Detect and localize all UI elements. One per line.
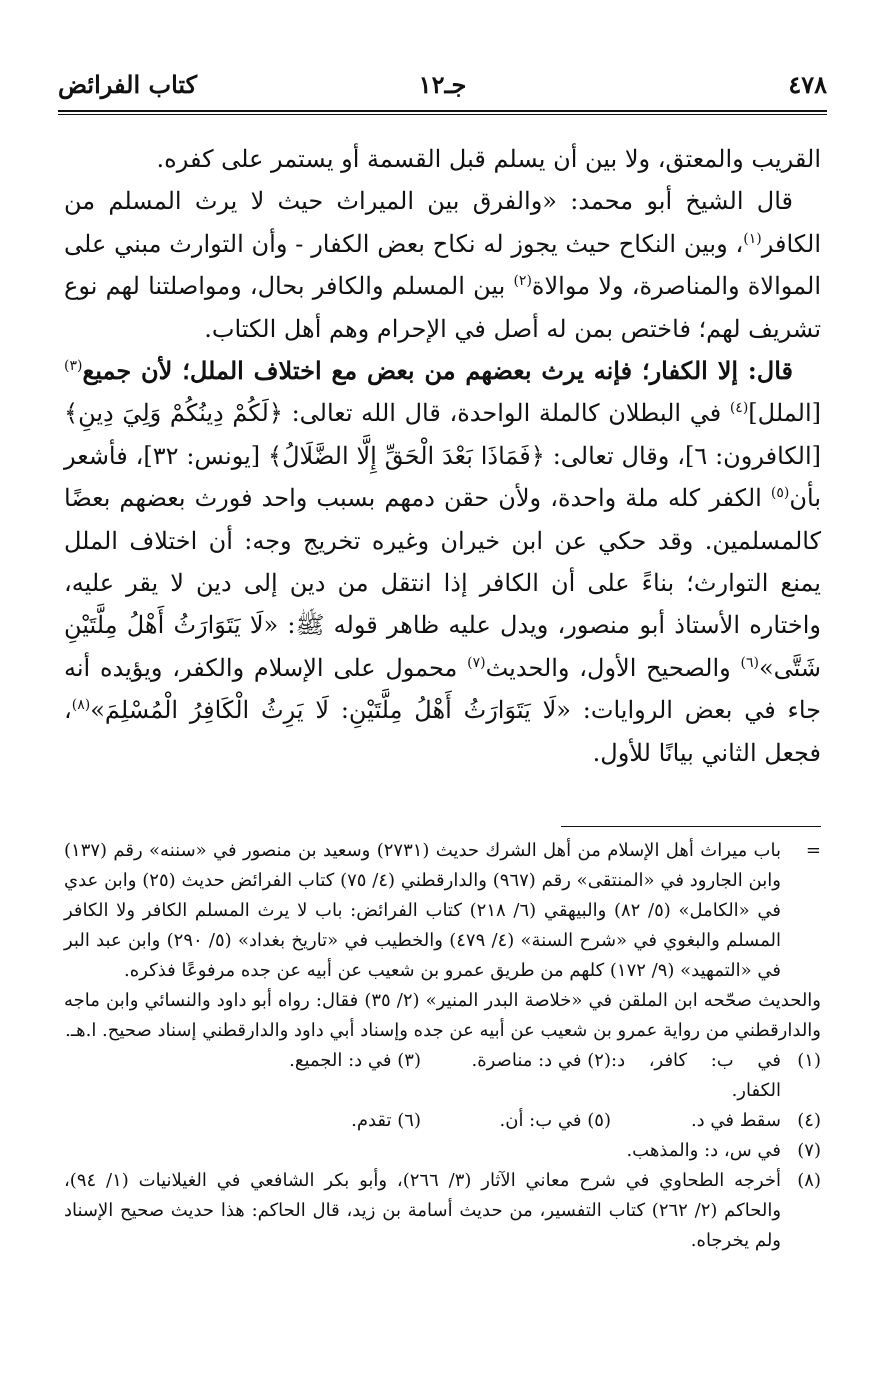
footnote-number: (٢) [587,1050,611,1071]
footnote-text: في ب: كافر، د: الكفار. [611,1050,781,1101]
hadith-quote-2: «لَا يَتَوَارَثُ أَهْلُ مِلَّتَيْنِ: لَا يَرِثُ الْكَافِرُ الْمُسْلِمَ» [90,696,571,725]
footnote-ref-4: (٤) [729,400,749,417]
footnote-text: في ب: أن. [499,1110,582,1131]
quran-verse-2: ﴿فَمَاذَا بَعْدَ الْحَقِّ إِلَّا الضَّلَالُ﴾ [268,441,545,470]
footnote-text: تقدم. [351,1110,392,1131]
footnote-item [64,1106,421,1136]
volume-label: جـ١٢ [418,70,467,99]
footnotes [64,836,821,1256]
footnote-text: باب ميراث أهل الإسلام من أهل الشرك حديث (٢٧٣١) وسعيد بن منصور في «سننه» رقم (١٣٧) وابن الجارود في «المنتقى» رقم (٩٦٧) والدارقطني (٤/ ٧٥) كتاب الفرائض حديث (٢٥) وابن عدي في «الكامل» (٥/ ٨٢) والبيهقي (٦/ ٢١٨) كتاب الفرائض: باب لا يرث المسلم الكافر ولا الكافر المسلم والبغوي في «شرح السنة» (٤/ ٤٧٩) والخطيب في «تاريخ بغداد» (٥/ ٢٩٠) وابن عبد البر في «التمهيد» (٩/ ١٧٢) كلهم من طريق عمرو بن شعيب عن أبيه عن جده مرفوعًا فذكره. [64,840,782,981]
footnote-ref-1: (١) [743,230,762,247]
footnote-number: (٦) [397,1110,421,1131]
paragraph-1: القريب والمعتق، ولا بين أن يسلم قبل القسمة أو يستمر على كفره. [156,145,821,173]
footnote-text: أخرجه الطحاوي في شرح معاني الآثار (٣/ ٢٦٦)، وأبو بكر الشافعي في الغيلانيات (١/ ٩٤)، والحاكم (٢/ ٢٦٢) كتاب التفسير، من حديث أسامة بن زيد، قال الحاكم: هذا حديث صحيح الإسناد ولم يخرجاه. [64,1170,782,1251]
footnote-row-1 [64,1046,821,1106]
text-run: في البطلان كالملة الواحدة، قال الله تعالى: [282,399,730,428]
header-rule-thin [58,114,827,115]
footnote-number: (٣) [397,1050,421,1071]
footnote-ref-3: (٣) [64,358,83,375]
footnote-separator [561,826,821,827]
footnote-item [64,1046,421,1106]
footnote-continuation [64,836,821,986]
footnote-ref-8: (٨) [71,697,91,714]
footnote-group [64,1046,781,1106]
footnote-text: في د: الجميع. [289,1050,392,1071]
footnote-number: (٥) [587,1110,611,1131]
paragraph-2 [64,180,821,350]
footnote-group [64,1106,781,1136]
footnote-ref-5: (٥) [770,485,790,502]
matn-text: قال: إلا الكفار؛ فإنه يرث بعضهم من بعض مع اختلاف الملل؛ لأن جميع [82,356,793,386]
text-run: ، فجعل الثاني بيانًا للأول. [64,696,821,767]
text-run: قال الشيخ أبو محمد: «والفرق بين الميراث حيث لا يرث المسلم من الكافر [64,187,821,258]
text-run: [يونس: ٣٢]، فأشعر بأن [64,441,821,513]
footnote-item [421,1046,611,1106]
footnote-row-4 [64,1166,821,1256]
page-header [58,70,827,110]
footnote-number: (٨) [797,1170,821,1191]
footnote-text: في د: مناصرة. [471,1050,582,1071]
footnote-text: في س، د: والمذهب. [626,1140,781,1161]
text-run: محمول على الإسلام والكفر، ويؤيده أنه جاء في بعض الروايات: [64,653,821,725]
text-run: [الملل] [748,399,821,428]
footnote-row-3 [64,1136,821,1166]
page-number: ٤٧٨ [788,70,827,99]
main-text [64,138,821,774]
footnote-row-2 [64,1106,821,1136]
footnote-ref-2: (٢) [513,273,532,290]
text-run: بين المسلم والكافر بحال، ومواصلتنا لهم نوع تشريف لهم؛ فاختص بمن له أصل في الإحرام وهم أهل الكتاب. [64,272,821,343]
text-run: [الكافرون: ٦]، وقال تعالى: [544,441,822,470]
footnote-text: سقط في د. [690,1110,781,1131]
paragraph-3 [64,350,821,774]
footnote-number: (١) [797,1050,821,1071]
footnote-item [421,1106,611,1136]
footnote-text: والحديث صحّحه ابن الملقن في «خلاصة البدر المنير» (٢/ ٣٥) فقال: رواه أبو داود والنسائي وابن ماجه والدارقطني من رواية عمرو بن شعيب عن أبيه عن جده وإسناد أبي داود والدارقطني إسناد صحيح. ا.هـ. [64,990,821,1041]
footnote-ref-7: (٧) [467,654,486,671]
hadith-quote-1: «لَا يَتَوَارَثُ أَهْلُ مِلَّتَيْنِ شَتَّى» [64,611,822,682]
footnote-ref-6: (٦) [740,654,759,671]
text-run: ، وبين النكاح حيث يجوز له نكاح بعض الكفار - وأن التوارث مبني على الموالاة والمناصرة، ولا موالاة [64,229,821,301]
book-title: كتاب الفرائض [58,70,198,99]
footnote-continuation-2 [64,986,821,1046]
continuation-mark: = [805,840,821,861]
text-run: الكفر كله ملة واحدة، ولأن حقن دمهم بسبب واحد فورث بعضهم بعضًا كالمسلمين. وقد حكي عن ابن خيران وغيره تخريج وجه: أن اختلاف الملل يمنع التوارث؛ بناءً على أن الكافر إذا انتقل من دين إلى دين لا يقر عليه، واختاره الأستاذ أبو منصور، ويدل عليه ظاهر قوله ﷺ: [64,484,822,640]
footnote-number: (٤) [797,1110,821,1131]
header-rule [58,110,827,112]
text-run: والصحيح الأول، والحديث [485,653,741,682]
footnote-number: (٧) [797,1140,821,1161]
quran-verse-1: ﴿لَكُمْ دِينُكُمْ وَلِيَ دِينِ﴾ [64,399,283,428]
